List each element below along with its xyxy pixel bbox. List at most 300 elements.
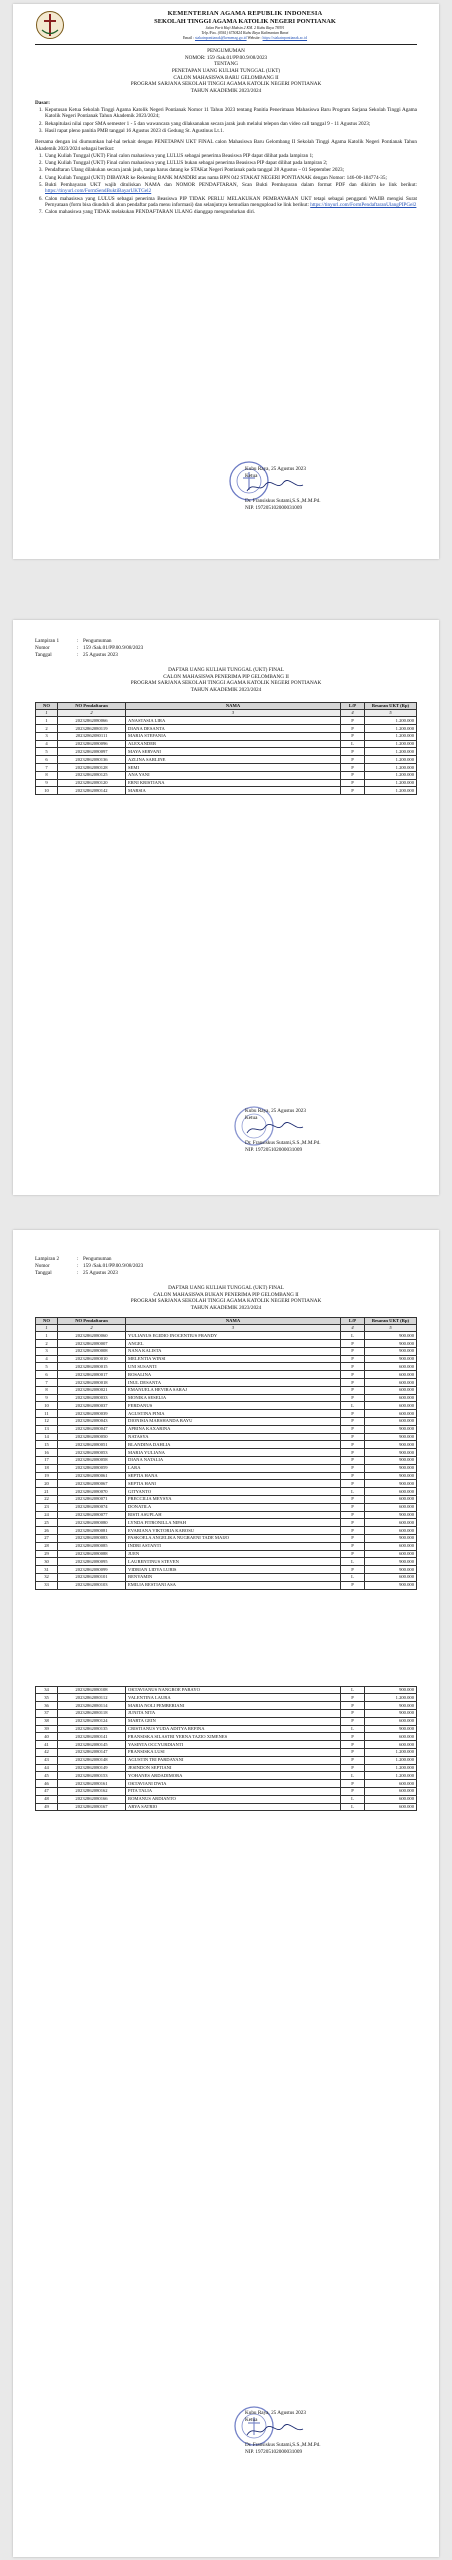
cell-no: 43 [36,1756,58,1764]
signer-title: Ketua [245,1114,258,1121]
table-row [36,1394,417,1402]
list-item: 4. Uang Kuliah Tunggal (UKT) DIBAYAR ke Rekening BANK MANDIRI atas nama BPN 042 STAKAT NEGERI PONTIANAK dengan Nomor: 146-00-184774-35; [44,175,417,182]
signature-block [245,2410,395,2455]
institution-logo-icon [35,10,65,40]
table-row [36,1764,417,1772]
cell-reg-number: 20232862080148 [58,1756,126,1764]
cell-reg-number: 20232862080061 [58,1472,126,1480]
cell-gender: P [341,787,365,795]
cell-ukt-amount: 1.200.000 [365,787,417,795]
cell-reg-number: 20232862080166 [58,1795,126,1803]
cell-gender: L [341,1803,365,1811]
table-row [36,1363,417,1371]
cell-name: LYNDA FITRONILLA NIPAH [126,1519,341,1527]
cell-name: EVARIANA VIKTORIA KABOSU [126,1527,341,1535]
cell-no: 45 [36,1772,58,1780]
cell-gender: P [341,725,365,733]
table-row [36,1573,417,1581]
upload-payment-link[interactable]: https://tinyurl.com/FormSendBuktiBayarUKTGel2 [45,188,152,195]
table-row [36,1694,417,1702]
table-row [36,1340,417,1348]
cell-name: DIONISIA MARSHANDA BAYU [126,1418,341,1426]
column-header: Besaran UKT (Rp) [365,1317,417,1325]
cell-gender: P [341,771,365,779]
cell-name: FRANSISKA LUSI [126,1748,341,1756]
cell-gender: P [341,764,365,772]
attachment-title: DAFTAR UANG KULIAH TUNGGAL (UKT) FINAL CALON MAHASISWA BUKAN PENERIMA PIP GELOMBANG II PROGRAM SARJANA SEKOLAH TINGGI AGAMA KATOLIK NEGERI PONTIANAK TAHUN AKADEMIK 2023/2024 [130,1284,322,1311]
cell-ukt-amount: 1.200.000 [365,1756,417,1764]
cell-name: ANGEL [126,1340,341,1348]
cell-name: BLANDINA DAHLIA [126,1441,341,1449]
table-row [36,1347,417,1355]
signer-name: Dr. Fransiskus Sutami,S.S.,M.M.Pd. [245,497,321,504]
cell-ukt-amount: 1.200.000 [365,748,417,756]
cell-no: 27 [36,1534,58,1542]
cell-name: GITYANTO [126,1488,341,1496]
cell-no: 37 [36,1709,58,1717]
cell-ukt-amount: 900.000 [365,1425,417,1433]
cell-ukt-amount: 900.000 [365,1534,417,1542]
cell-ukt-amount: 600.000 [365,1371,417,1379]
upload-statement-link[interactable]: https://tinyurl.com/FormPendaftaranUlangPIPGel2 [310,202,417,209]
cell-reg-number: 20232862080058 [58,1457,126,1465]
table-row [36,1787,417,1795]
cell-name: ROSALINA [126,1371,341,1379]
cell-no: 2 [36,725,58,733]
cell-ukt-amount: 900.000 [365,1464,417,1472]
cell-no: 9 [36,779,58,787]
cell-ukt-amount: 600.000 [365,1527,417,1535]
cell-name: DIANA NATALIA [126,1457,341,1465]
cell-ukt-amount: 600.000 [365,1519,417,1527]
table-row [36,1503,417,1511]
cell-name: ROMANUS ARDIANTO [126,1795,341,1803]
table-row [36,1795,417,1803]
table-row [36,1709,417,1717]
cell-ukt-amount: 1.200.000 [365,1748,417,1756]
cell-ukt-amount: 600.000 [365,1741,417,1749]
table-row [36,764,417,772]
cell-name: UNI SUSANTI [126,1363,341,1371]
table-row [36,1449,417,1457]
cell-no: 26 [36,1527,58,1535]
column-header: NO [36,702,58,710]
list-item: 5. Bukti Pembayaran UKT wajib dituliskan NAMA dan NOMOR PENDAFTARAN, Scan Bukti Pembayaran dalam format PDF dan dikirim ke link berikut: https://tinyurl.com/FormSendBuktiBayarUKTGel2 [44,182,417,195]
website-link[interactable]: https://stakatnpontianak.ac.id [262,36,308,41]
cell-reg-number: 20232862080033 [58,1394,126,1402]
cell-ukt-amount: 600.000 [365,1542,417,1550]
table-row [36,1425,417,1433]
cell-reg-number: 20232862080077 [58,1511,126,1519]
cell-ukt-amount: 1.200.000 [365,764,417,772]
cell-name: RISTI ASUPLAH [126,1511,341,1519]
table-row [36,1519,417,1527]
cell-gender: P [341,1363,365,1371]
email-link[interactable]: stakatnpontianak@kemenag.go.id [194,36,247,41]
cell-no: 32 [36,1573,58,1581]
cell-reg-number: 20232862080017 [58,1371,126,1379]
cell-gender: L [341,1725,365,1733]
cell-reg-number: 20232862080136 [58,756,126,764]
column-header: NAMA [126,1317,341,1325]
cell-gender: L [341,1795,365,1803]
cell-gender: L [341,1686,365,1694]
cell-gender: P [341,1694,365,1702]
cell-ukt-amount: 1.200.000 [365,1694,417,1702]
cell-ukt-amount: 900.000 [365,1433,417,1441]
cell-no: 1 [36,717,58,725]
cell-gender: L [341,1488,365,1496]
cell-ukt-amount: 600.000 [365,1379,417,1387]
cell-name: INUL DESANTA [126,1379,341,1387]
table-row [36,717,417,725]
cell-reg-number: 20232862080043 [58,1418,126,1426]
list-item: 7. Calon mahasiswa yang TIDAK melakukan PENDAFTARAN ULANG dianggap mengundurkan diri. [44,209,417,216]
cell-reg-number: 20232862080088 [58,1550,126,1558]
cell-ukt-amount: 900.000 [365,1355,417,1363]
cell-reg-number: 20232862080141 [58,1733,126,1741]
cell-gender: P [341,1717,365,1725]
cell-ukt-amount: 900.000 [365,1566,417,1574]
cell-name: MARTA GEIN [126,1717,341,1725]
cell-ukt-amount: 900.000 [365,1709,417,1717]
cell-reg-number: 20232862080015 [58,1363,126,1371]
cell-reg-number: 20232862080059 [58,1464,126,1472]
cell-ukt-amount: 600.000 [365,1418,417,1426]
cell-ukt-amount: 1.200.000 [365,732,417,740]
cell-gender: P [341,1355,365,1363]
cell-no: 14 [36,1433,58,1441]
ukt-table-non-pip-continued [35,1686,417,1812]
cell-ukt-amount: 600.000 [365,1503,417,1511]
cell-ukt-amount: 600.000 [365,1795,417,1803]
cell-name: PRECCILIA MEYSYA [126,1496,341,1504]
table-row [36,1496,417,1504]
table-row [36,1386,417,1394]
cell-name: MONIKA SESELIA [126,1394,341,1402]
handwritten-signature-icon [245,479,305,495]
cell-no: 38 [36,1717,58,1725]
list-item: 3. Pendaftaran Ulang dilakukan secara jarak jauh, tanpa harus datang ke STAKat Negeri Pontianak pada tanggal 28 Agustus – 01 September 2023; [44,167,417,174]
cell-ukt-amount: 900.000 [365,1686,417,1694]
cell-ukt-amount: 1.200.000 [365,771,417,779]
cell-reg-number: 20232862080085 [58,1542,126,1550]
table-row [36,1558,417,1566]
cell-no: 3 [36,1347,58,1355]
cell-no: 21 [36,1488,58,1496]
list-item: 1. Uang Kuliah Tunggal (UKT) Final calon mahasiswa yang LULUS sebagai penerima Beasiswa PIP dapat dilihat pada lampiran 1; [44,153,417,160]
page-announcement [13,4,439,559]
cell-name: ERNI KRISTIANA [126,779,341,787]
cell-name: PASKOELA ANGELIKA NUGRAENI TADE MAIJO [126,1534,341,1542]
cell-gender: P [341,1748,365,1756]
cell-reg-number: 20232862080118 [58,1709,126,1717]
cell-reg-number: 20232862080124 [58,1717,126,1725]
cell-gender: P [341,779,365,787]
cell-reg-number: 20232862080010 [58,1355,126,1363]
table-row [36,771,417,779]
cell-ukt-amount: 1.200.000 [365,717,417,725]
cell-reg-number: 20232862080149 [58,1764,126,1772]
cell-no: 15 [36,1441,58,1449]
table-row [36,1717,417,1725]
cell-name: ANA YANI [126,771,341,779]
cell-ukt-amount: 1.200.000 [365,725,417,733]
cell-gender: P [341,1550,365,1558]
cell-gender: P [341,1503,365,1511]
cell-reg-number: 20232862080162 [58,1787,126,1795]
cell-reg-number: 20232862080021 [58,1386,126,1394]
cell-gender: P [341,1527,365,1535]
cell-reg-number: 20232862080120 [58,779,126,787]
cell-no: 19 [36,1472,58,1480]
cell-reg-number: 20232862080081 [58,1527,126,1535]
cell-name: SEMI [126,764,341,772]
cell-gender: P [341,1457,365,1465]
cell-name: MAYA SERVANI [126,748,341,756]
signer-nip: NIP. 197205102000031009 [245,2448,303,2455]
cell-ukt-amount: 600.000 [365,1402,417,1410]
cell-name: NANA KALISTA [126,1347,341,1355]
attachment-title: DAFTAR UANG KULIAH TUNGGAL (UKT) FINAL CALON MAHASISWA PENERIMA PIP GELOMBANG II PROGRAM SARJANA SEKOLAH TINGGI AGAMA KATOLIK NEGERI PONTIANAK TAHUN AKADEMIK 2023/2024 [130,666,322,693]
cell-reg-number: 20232862080047 [58,1425,126,1433]
cell-no: 35 [36,1694,58,1702]
cell-gender: P [341,1410,365,1418]
cell-reg-number: 20232862080135 [58,1725,126,1733]
cell-ukt-amount: 1.200.000 [365,1772,417,1780]
signature-block [245,466,395,511]
cell-ukt-amount: 900.000 [365,1332,417,1340]
table-row [36,1402,417,1410]
cell-no: 39 [36,1725,58,1733]
cell-gender: L [341,1558,365,1566]
cell-name: MARIA STEFANIA [126,732,341,740]
cell-name: LARA [126,1464,341,1472]
table-row [36,1472,417,1480]
cell-name: AZLINA SARLINE [126,756,341,764]
table-row [36,1511,417,1519]
cell-no: 2 [36,1340,58,1348]
table-row [36,1379,417,1387]
cell-reg-number: 20232862080096 [58,740,126,748]
cell-ukt-amount: 600.000 [365,1394,417,1402]
cell-gender: P [341,1709,365,1717]
column-header: L/P [341,702,365,710]
cell-gender: P [341,1425,365,1433]
cell-ukt-amount: 600.000 [365,1780,417,1788]
ukt-table-pip: NO NO Pendaftaran NAMA L/P Besaran UKT (Rp) 1 2 3 4 5 1 20232862080066 ANASTASIA LIRA P 1.200.000 2 20232862080119 DIANA DESANTA P 1.200.000 3 20232862080111 MARIA STEFANIA P 1.200.000 4 20232862080096 ALEXANDER L 1.200.000 5 20232862080097 MAYA SERVANI P 1.200.000 6 20232862080136 AZLINA SARLINE P 1.200.000 7 20232862080128 SEMI P 1.200.000 8 20232862080125 ANA YANI P 1.200.000 9 20232862080120 ERNI KRISTIANA P 1.200.000 10 20232862080142 MARSIA P 1.200.000 [35,702,417,796]
cell-name: BENYAMIN [126,1573,341,1581]
cell-no: 23 [36,1503,58,1511]
cell-reg-number: 20232862080008 [58,1347,126,1355]
cell-no: 7 [36,1379,58,1387]
cell-name: NATASYA [126,1433,341,1441]
cell-reg-number: 20232862080095 [58,1558,126,1566]
cell-gender: P [341,1519,365,1527]
cell-no: 5 [36,1363,58,1371]
page-attachment-1 [13,620,439,1195]
signer-name: Dr. Fransiskus Sutami,S.S.,M.M.Pd. [245,2441,321,2448]
cell-gender: P [341,1386,365,1394]
cell-ukt-amount: 600.000 [365,1386,417,1394]
cell-ukt-amount: 1.200.000 [365,1764,417,1772]
cell-reg-number: 20232862080050 [58,1433,126,1441]
cell-reg-number: 20232862080053 [58,1449,126,1457]
table-row [36,725,417,733]
cell-no: 1 [36,1332,58,1340]
cell-gender: P [341,1449,365,1457]
place-date: Kubu Raya, 25 Agustus 2023 [245,466,306,472]
cell-no: 44 [36,1764,58,1772]
cell-no: 28 [36,1542,58,1550]
cell-reg-number: 20232862080071 [58,1496,126,1504]
cell-name: ANASTASIA LIRA [126,717,341,725]
cell-gender: P [341,1780,365,1788]
cell-ukt-amount: 900.000 [365,1441,417,1449]
table-row [36,1371,417,1379]
cell-reg-number: 20232862080007 [58,1340,126,1348]
cell-ukt-amount: 600.000 [365,1410,417,1418]
signer-name: Dr. Fransiskus Sutami,S.S.,M.M.Pd. [245,1139,321,1146]
column-header: NAMA [126,702,341,710]
letterhead-school: SEKOLAH TINGGI AGAMA KATOLIK NEGERI PONTIANAK [154,18,336,26]
cell-reg-number: 20232862080074 [58,1503,126,1511]
table-row [36,1686,417,1694]
cell-gender: P [341,1787,365,1795]
cell-name: MARIA NOLI PEMBERIANI [126,1702,341,1710]
cell-no: 4 [36,740,58,748]
cell-name: ALEXANDER [126,740,341,748]
cell-ukt-amount: 600.000 [365,1496,417,1504]
cell-name: SEPTIA HANA [126,1472,341,1480]
table-row [36,1433,417,1441]
list-item: 3. Hasil rapat pleno panitia PMB tanggal 16 Agustus 2023 di Gedung St. Agustinus Lt.1. [44,128,417,135]
cell-gender: P [341,1496,365,1504]
handwritten-signature-icon [245,1121,305,1137]
letterhead-address: Jalan Parit Haji Muksin 2 KM. 2 Kubu Raya 78391 [205,26,285,31]
cell-name: JUNITA NITA [126,1709,341,1717]
cell-name: EMANUELA HEVIRA SARAJ [126,1386,341,1394]
table-row [36,748,417,756]
cell-no: 5 [36,748,58,756]
cell-reg-number: 20232862080125 [58,771,126,779]
cell-name: FERDANUS [126,1402,341,1410]
cell-reg-number: 20232862080153 [58,1772,126,1780]
table-row [36,1464,417,1472]
list-item: 6. Calon mahasiswa yang LULUS sebagai penerima Beasiswa PIP TIDAK PERLU MELAKUKAN PEMBAYARAN UKT tetapi sebagai pengganti WAJIB mengisi Surat Pernyataan (form bisa diunduh di akun pendaftar pada menu informasi) dan selanjutnya kemudian mengupload ke link berikut: https://tinyurl.com/FormPendaftaranUlangPIPGel2 [44,196,417,209]
cell-ukt-amount: 900.000 [365,1449,417,1457]
cell-ukt-amount: 900.000 [365,1472,417,1480]
list-item: 1. Keputusan Ketua Sekolah Tinggi Agama Katolik Negeri Pontianak Nomor 11 Tahun 2023 tentang Panitia Penerimaan Mahasiswa Baru Program Sarjana Sekolah Tinggi Agama Katolik Negeri Pontianak Tahun Akademik 2023/2024; [44,107,417,120]
cell-no: 31 [36,1566,58,1574]
cell-reg-number: 20232862080080 [58,1519,126,1527]
cell-no: 33 [36,1581,58,1589]
cell-no: 46 [36,1780,58,1788]
table-row [36,1488,417,1496]
cell-reg-number: 20232862080103 [58,1581,126,1589]
table-row [36,1702,417,1710]
cell-no: 8 [36,1386,58,1394]
table-row [36,1733,417,1741]
cell-name: AGUSTIN TRI PARDAYANI [126,1756,341,1764]
cell-gender: L [341,1402,365,1410]
dasar-list [35,107,417,135]
table-row [36,1550,417,1558]
cell-gender: P [341,1756,365,1764]
cell-reg-number: 20232862080114 [58,1702,126,1710]
letterhead-ministry: KEMENTERIAN AGAMA REPUBLIK INDONESIA [167,10,323,17]
cell-name: INDRI ASTANTI [126,1542,341,1550]
cell-no: 7 [36,764,58,772]
cell-reg-number: 20232862080142 [58,787,126,795]
cell-ukt-amount: 900.000 [365,1511,417,1519]
cell-name: DIANA DESANTA [126,725,341,733]
cell-name: FRANSISKA SILASTRI YERNA TAZIO XIMENES [126,1733,341,1741]
cell-name: VALENTINA LAURA [126,1694,341,1702]
signer-title: Ketua [245,2416,258,2423]
cell-reg-number: 20232862080167 [58,1803,126,1811]
cell-name: VIDRIAN LIDYA LUBIS [126,1566,341,1574]
cell-name: YOHANES ARDADIMORA [126,1772,341,1780]
cell-no: 29 [36,1550,58,1558]
cell-gender: L [341,740,365,748]
cell-gender: P [341,732,365,740]
cell-reg-number: 20232862080039 [58,1410,126,1418]
cell-name: LAURENTINUS STEVEN [126,1558,341,1566]
cell-reg-number: 20232862080128 [58,764,126,772]
cell-gender: P [341,1581,365,1589]
cell-gender: P [341,1371,365,1379]
cell-ukt-amount: 900.000 [365,1347,417,1355]
table-row [36,1355,417,1363]
cell-name: SEPTIA HANI [126,1480,341,1488]
cell-no: 10 [36,1402,58,1410]
cell-ukt-amount: 900.000 [365,1480,417,1488]
cell-gender: P [341,1566,365,1574]
cell-name: EMILIA RESTIANI ASA [126,1581,341,1589]
cell-ukt-amount: 1.200.000 [365,740,417,748]
place-date: Kubu Raya, 25 Agustus 2023 [245,1108,306,1114]
attachment-meta: Lampiran 2 : Pengumuman Nomor : 159 /Sak.01/PP.00.9/08/2023 Tanggal : 25 Agustus 2023 [35,1256,144,1277]
cell-reg-number: 20232862080112 [58,1694,126,1702]
cell-no: 30 [36,1558,58,1566]
cell-ukt-amount: 900.000 [365,1702,417,1710]
cell-no: 49 [36,1803,58,1811]
cell-ukt-amount: 900.000 [365,1581,417,1589]
cell-gender: P [341,1347,365,1355]
cell-gender: P [341,1542,365,1550]
table-row [36,1756,417,1764]
table-row [36,1542,417,1550]
page-attachment-2 [13,1230,439,2557]
letterhead-phone: Telp./Fax. (0561) 6750424 Kubu Raya Kalimantan Barat [201,31,289,36]
table-row [36,1457,417,1465]
cell-ukt-amount: 600.000 [365,1803,417,1811]
cell-no: 41 [36,1741,58,1749]
table-row [36,740,417,748]
signer-nip: NIP. 197205102000031009 [245,1146,303,1153]
cell-gender: P [341,1733,365,1741]
cell-no: 4 [36,1355,58,1363]
cell-name: JESINDON SEPTIANI [126,1764,341,1772]
attachment-meta: Lampiran 1 : Pengumuman Nomor : 159 /Sak.01/PP.00.9/08/2023 Tanggal : 25 Agustus 2023 [35,638,144,659]
cell-gender: P [341,1511,365,1519]
cell-ukt-amount: 600.000 [365,1550,417,1558]
cell-reg-number: 20232862080051 [58,1441,126,1449]
cell-name: DONATILA [126,1503,341,1511]
cell-ukt-amount: 900.000 [365,1725,417,1733]
cell-reg-number: 20232862080060 [58,1332,126,1340]
